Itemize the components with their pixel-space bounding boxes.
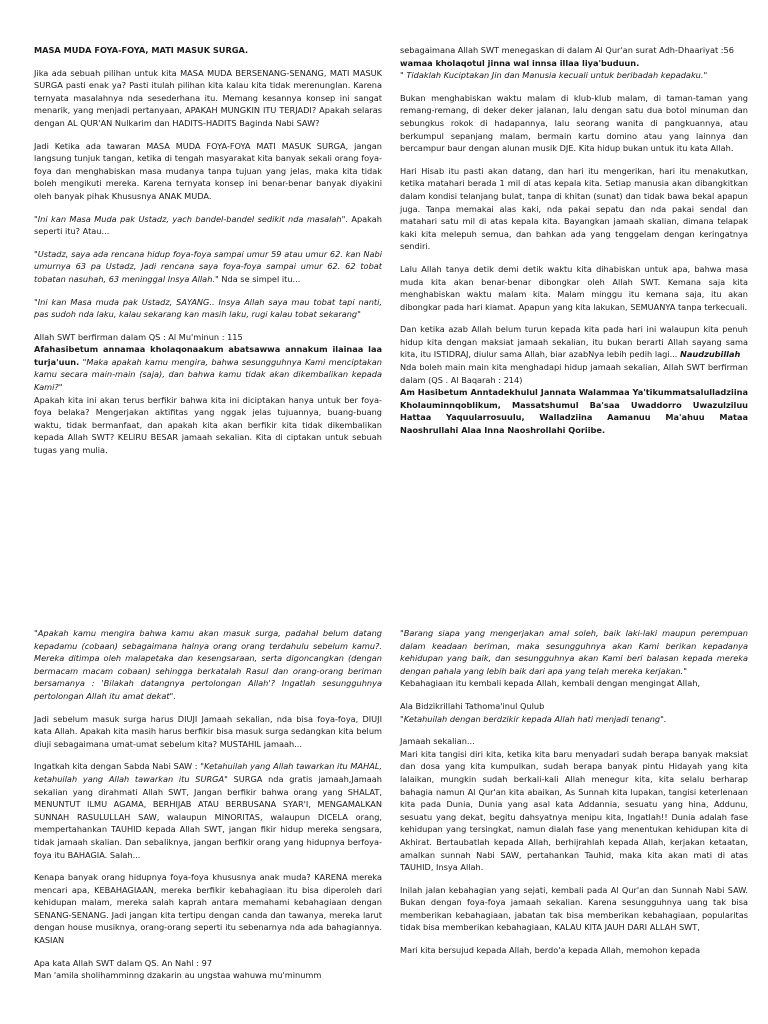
paragraph: Kenapa banyak orang hidupnya foya-foya khususnya anak muda? KARENA mereka mencari apa, KEBAHAGIAAN, mereka berfikir kebahagiaan itu bisa diperoleh dari kehidupan malam, mereka salah kaprah antara memahami kebahagiaan dengan SENANG-SENANG. Jadi jangan kita tertipu dengan canda dan tawanya, mereka larut dengan house musiknya, orang-orang seperti itu sebenarnya nda ada bahagiannya. KASIAN (34, 872, 382, 946)
verse-paragraph (34, 343, 382, 393)
verse-reference: sebagaimana Allah SWT menegaskan di dalam Al Qur'an surat Adh-Dhaariyat :56 (400, 45, 734, 55)
paragraph: Mari kita bersujud kepada Allah, berdo'a kepada Allah, memohon kepada (400, 945, 701, 956)
paragraph: Inilah jalan kebahagian yang sejati, kembali pada Al Qur'an dan Sunnah Nabi SAW. Bukan dengan foya-foya jamaah sekalian. Karena sesungguhnya uang tak bisa memberikan kebahagiaan, jabatan tak bisa memberikan kebahagiaan, popularitas tidak bisa memberikan kebahagiaan, KALAU KITA JAUH DARI ALLAH SWT, (400, 884, 748, 933)
verse-transliteration: Man 'amila sholihamminng dzakarin au ungstaa wahuwa mu'minumm (34, 970, 322, 981)
quote-text: "Ini kan Masa Muda pak Ustadz, yach bandel-bandel sedikit nda masalah". (34, 213, 348, 224)
paragraph: Jadi Ketika ada tawaran MASA MUDA FOYA-FOYA MATI MASUK SURGA, jangan langsung tunjuk tangan, ketika di tengah masyarakat kita banyak sekali orang foya-foya dan menghabiskan masa mudanya tanpa tujuan yang jelas, maka kita tidak boleh mengikuti mereka. Karena ternyata konsep ini benar-benar banyak diyakini oleh banyak pihak Khususnya ANAK MUDA. (34, 140, 382, 201)
paragraph: Apakah kita ini akan terus berfikir bahwa kita ini diciptakan hanya untuk ber foya-foya belaka? Mengerjakan aktifitas yang nggak jelas tujuannya, buang-buang waktu, tidak bermanfaat, dan apakah kita akan berfikir kita tidak dikembalikan kepada Allah SWT? KELIRU BESAR jamaah sekalian. Kita di ciptakan untuk sebuah tugas yang mulia. (34, 394, 382, 456)
emphasis-text: Naudzubillah (680, 349, 741, 360)
verse-translation: " Tidaklah Kuciptakan Jin dan Manusia kecuali untuk beribadah kepadaku." (400, 70, 708, 81)
document-page-top (0, 0, 768, 503)
verse-translation: "Ketahuilah dengan berdzikir kepada Allah hati menjadi tenang". (400, 713, 667, 724)
verse-transliteration: Am Hasibetum Anntadekhulul Jannata Walammaa Ya'tikummatsalulladziina Kholauminnqoblikum, Massatshumul Ba'saa Uwaddorro Uwazulziluu Hattaa Yaquularrosuulu, Walladziina Aamanuu Ma'ahuu Mataa Naoshrullahi Alaa Inna Naoshrollahi Qoriibe. (400, 387, 748, 436)
page-top-left-column (34, 44, 382, 467)
paragraph: Mari kita tangisi diri kita, ketika kita baru menyadari sudah berapa banyak maksiat dan dosa yang kita kumpulkan, sudah berapa banyak pintu Hidayah yang kita lalaikan, mungkin sudah berkali-kali Allah menegur kita, kita selalu berharap bahagia namun Al Qur'an kita abaikan, As Sunnah kita lupakan, tangisi keterlenaan kita pada Dunia, Dunia yang asal kata Addannia, sesuatu yang hina, Addunu, sesuatu yang dekat, begitu dahsyatnya menipu kita, Ingatlah!! Dunia adalah fase kehidupan yang tersingkat, namun dialah fase yang menentukan kehidupan kita di Akhirat. Bertaubatlah kepada Allah, berhijrahlah kepada Allah, kerjakan ketaatan, amalkan sunnah Nabi SAW, pertahankan Tauhid, maka kita akan mati di atas TAUHID, Insya Allah. (400, 748, 748, 873)
paragraph: Hari Hisab itu pasti akan datang, dan hari itu mengerikan, hari itu menakutkan, ketika matahari berada 1 mil di atas kepala kita. Setiap manusia akan dibangkitkan dalam kondisi telanjang bulat, tanpa di khitan (sunat) dan tidak bawa bekal apapun juga. Tanpa memakai alas kaki, nda pakai sepatu dan nda pakai sendal dan matahari satu mil di atas kepala kita. Bayangkan jamaah skalian, dimana telapak kaki kita melepuh semua, dan bahkan ada yang tenggelam dengan keringatnya sendiri. (400, 165, 748, 252)
paragraph: Jika ada sebuah pilihan untuk kita MASA MUDA BERSENANG-SENANG, MATI MASUK SURGA pasti enak ya? Pasti itulah pilihan kita kalau kita tidak merenunglan. Karena ternyata masalahnya nda sesederhana itu. Memang kesannya konsep ini sangat menarik, yang menjadi pertanyaan, APAKAH MUNGKIN ITU TERJADI? Apakah selaras dengan AL QUR'AN Nulkarim dan HADITS-HADITS Baginda Nabi SAW? (34, 67, 382, 128)
verse-translation: "Maka apakah kamu mengira, bahwa sesungguhnya Kami menciptakan kamu secara main-main (saja), dan bahwa kamu tidak akan dikembalikan kepada Kami?" (34, 356, 382, 393)
quote-comment: Nda se simpel itu... (218, 273, 301, 284)
paragraph-heading: Jamaah sekalian... (400, 736, 475, 747)
page-bottom-left-column (34, 627, 382, 982)
document-page-bottom (0, 617, 768, 1024)
article-title: MASA MUDA FOYA-FOYA, MATI MASUK SURGA. (34, 45, 249, 55)
verse-translation: "Barang siapa yang mengerjakan amal soleh, baik laki-laki maupun perempuan dalam keadaan beriman, maka sesungguhnya akan Kami berikan kepadanya kehidupan yang baik, dan sesungguhnya akan Kami beri balasan kepada mereka dengan pahala yang lebih baik dari apa yang telah mereka kerjakan." (400, 628, 748, 676)
paragraph-text: Ingatkah kita dengan Sabda Nabi SAW : (34, 761, 201, 772)
page-gap (0, 503, 768, 617)
quote-paragraph (34, 248, 382, 286)
verse-reference: Allah SWT berfirman dalam QS : Al Mu'minun : 115 (34, 331, 243, 342)
quote-comment: Apakah seperti itu? Atau... (34, 213, 382, 237)
verse-reference: Apa kata Allah SWT dalam QS. An Nahl : 97 (34, 957, 213, 968)
page-bottom-right-column (400, 627, 748, 967)
paragraph-text: Dan ketika azab Allah belum turun kepada kita pada hari ini walaupun kita penuh hidup kita dengan maksiat jamaah sekalian, itu bukan berarti Allah sayang sama kita, itu ISTIDRAJ, diulur sama Allah, biar azabNya lebih pedih lagi... (400, 324, 748, 360)
quote-text: "Ustadz, saya ada rencana hidup foya-foya sampai umur 59 atau umur 62. kan Nabi umurnya 63 pa Ustadz, Jadi rencana saya foya-foya sampai umur 62. 62 tobat tobatan nasuhah, 63 meninggal Insya Allah." (34, 248, 382, 284)
quote-paragraph (34, 213, 382, 238)
paragraph: Bukan menghabiskan waktu malam di klub-klub malam, di taman-taman yang remang-remang, di deker deker jalanan, lalu dengan satu dua botol minuman dan sebungkus rokok di hadapannya, lalu seorang wanita di pangkuannya, atau berkumpul sepanjang malam, bermain kartu domino atau yang lainnya dan bercampur baur dengan alunan musik DJE. Kita hidup bukan untuk itu kata Allah. (400, 92, 748, 154)
paragraph (400, 323, 748, 361)
hadith-quote: "Ketahuilah yang Allah tawarkan itu MAHAL, ketahuilah yang Allah tawarkan itu SURGA" (34, 761, 382, 784)
paragraph: Lalu Allah tanya detik demi detik waktu kita dihabiskan untuk apa, bahwa masa muda kita akan benar-benar dibongkar oleh Allah SWT. Kemana saja kita menghabiskan waktu malam kita. Malam minggu itu kemana saja, itu akan dibongkar pada hari kiamat. Apapun yang kita lakukan, SEMUANYA tanpa terkecuali. (400, 263, 748, 312)
verse-translation: "Apakah kamu mengira bahwa kamu akan masuk surga, padahal belum datang kepadamu (cobaan) sebagaimana halnya orang orang terdahulu sebelum kamu?. Mereka ditimpa oleh malapetaka dan kesengsaraan, serta digoncangkan (dengan bermacam macam cobaan) sehingga berkatalah Rasul dan orang-orang beriman bersamanya : 'Bilakah datangnya pertolongan Allah'? Ingatlah sesungguhnya pertolongan Allah itu amat dekat". (34, 628, 382, 701)
page-top-right-column (400, 44, 748, 447)
verse-transliteration: Ala Bidzikrillahi Tathoma'inul Qulub (400, 700, 545, 711)
paragraph-text: SURGA nda gratis jamaah,Jamaah sekalian yang dirahmati Allah SWT, Jangan berfikir bahwa orang yang SHALAT, MENUNTUT ILMU AGAMA, BERHIJAB ATAU BERBUSANA SYAR'I, MENGAMALKAN SUNNAH RASULULLAH SAW, walaupun MINORITAS, walaupun DICELA orang, mempertahankan TAUHID kepada Allah SWT, jangan fikir hidup mereka sengsara, tidak jamaah skalian. Dan sebaliknya, jangan berfikir orang yang hidupnya berfoya-foya itu BAHAGIA. Salah... (34, 773, 382, 860)
paragraph (34, 760, 382, 861)
quote-paragraph: "Ini kan Masa muda pak Ustadz, SAYANG.. Insya Allah saya mau tobat tapi nanti, pas sudoh nda laku, kalau sekarang kan masih laku, rugi kalau tobat sekarang" (34, 296, 382, 320)
paragraph: Kebahagiaan itu kembali kepada Allah, kembali dengan mengingat Allah, (400, 678, 701, 689)
paragraph: Jadi sebelum masuk surga harus DIUJI Jamaah sekalian, nda bisa foya-foya, DIUJI kata Allah. Apakah kita masih harus berfikir bisa masuk surga sedangkan kita belum diuji sebagaimana umat-umat sebelum kita? MUSTAHIL jamaah... (34, 713, 382, 749)
verse-transliteration: Afahasibetum annamaa kholaqonaakum abatsawwa annakum ilainaa laa turja'uun. (34, 344, 382, 367)
verse-reference: Nda boleh main main kita menghadapi hidup jamaah sekalian, Allah SWT berfirman dalam (QS . Al Baqarah : 214) (400, 362, 748, 385)
verse-transliteration: wamaa kholaqotul jinna wal innsa illaa liya'buduun. (400, 57, 640, 68)
